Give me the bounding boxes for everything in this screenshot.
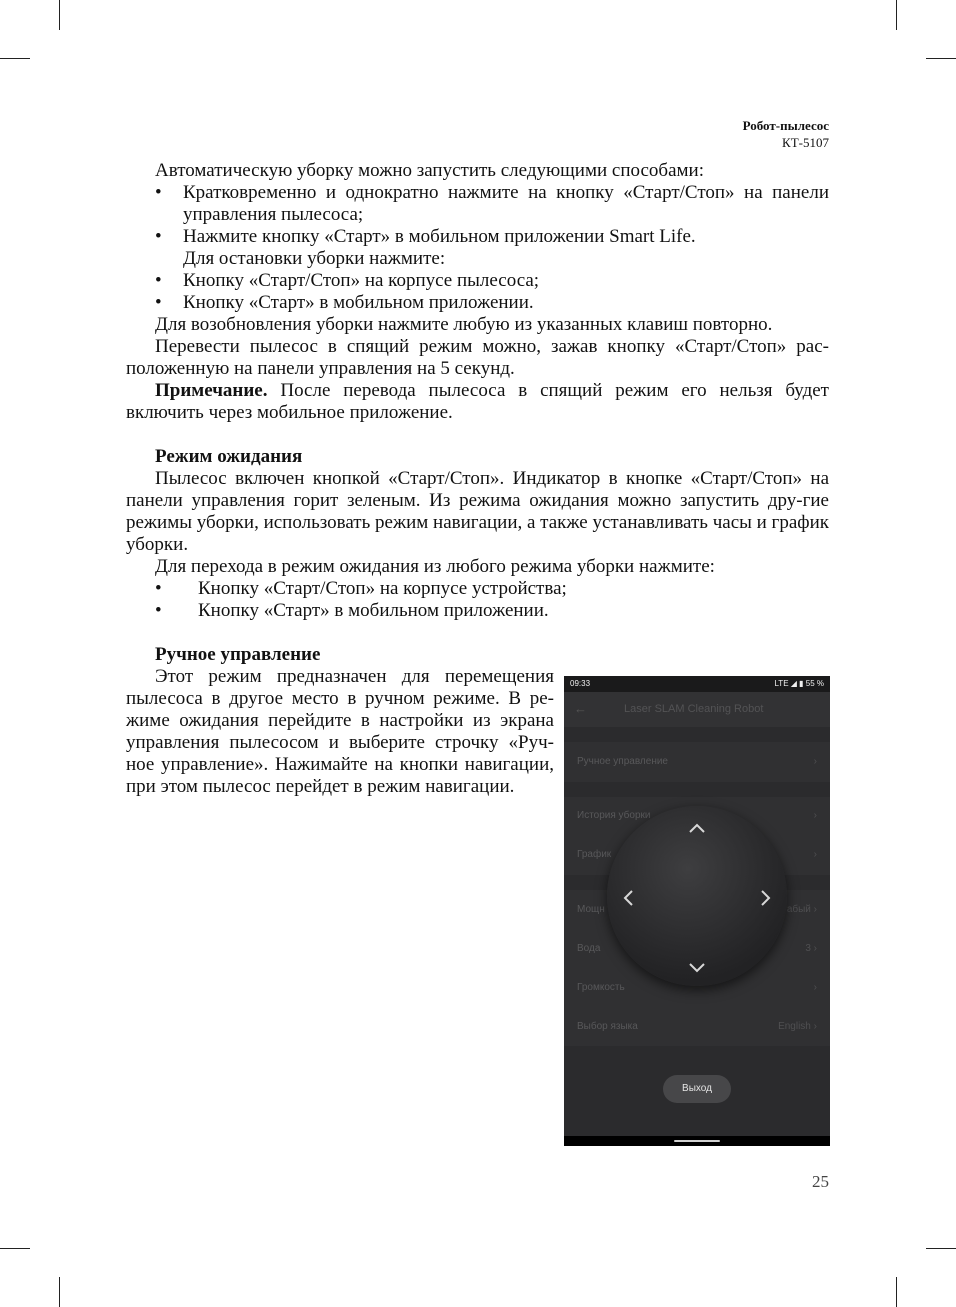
chevron-right-icon: › [813, 849, 817, 860]
status-indicators: LTE ◢ ▮ 55 % [774, 679, 824, 688]
crop-mark [926, 1248, 956, 1249]
resume-paragraph: Для возобновления уборки нажмите любую из указанных клавиш повторно. [155, 314, 773, 335]
crop-mark [896, 1277, 897, 1307]
arrow-right-icon[interactable] [762, 891, 769, 905]
standby-paragraph: Пылесос включен кнопкой «Старт/Стоп». Индикатор в кнопке «Старт/Стоп» на панели управления горит зеленым. Из режима ожидания можно запустить дру-гие режимы уборки, использовать режим навигации, а также устанавливать часы и график уборки. [126, 468, 829, 555]
crop-mark [896, 0, 897, 30]
list-item: • Кнопку «Старт» в мобильном приложении. [155, 292, 534, 313]
list-item: • Кнопку «Старт» в мобильном приложении. [155, 600, 549, 621]
status-bar [564, 676, 830, 692]
chevron-right-icon: › [813, 810, 817, 821]
navigation-joystick[interactable] [607, 806, 787, 986]
list-item: • Кнопку «Старт/Стоп» на корпусе устройства; [155, 578, 567, 599]
header-model: КТ-5107 [782, 135, 829, 150]
chevron-right-icon: › [813, 756, 817, 767]
list-item: • Кнопку «Старт/Стоп» на корпусе пылесоса; [155, 270, 540, 291]
status-time: 09:33 [570, 679, 591, 688]
list-item: • Нажмите кнопку «Старт» в мобильном приложении Smart Life. [155, 226, 696, 247]
note-label: Примечание. [155, 380, 268, 401]
settings-row-power[interactable]: Мощн абый › [577, 904, 817, 915]
chevron-right-icon: › [813, 904, 817, 915]
crop-mark [59, 1277, 60, 1307]
settings-row-volume[interactable]: Громкость › [577, 982, 817, 993]
chevron-right-icon: › [813, 943, 817, 954]
crop-mark [59, 0, 60, 30]
app-title: Laser SLAM Cleaning Robot [624, 703, 764, 715]
header-title: Робот-пылесос [742, 118, 829, 133]
home-indicator[interactable] [674, 1140, 720, 1142]
crop-mark [0, 1248, 30, 1249]
page-number: 25 [812, 1172, 829, 1191]
chevron-right-icon: › [813, 982, 817, 993]
settings-row-manual[interactable]: Ручное управление › [577, 756, 817, 767]
settings-row-schedule[interactable]: График › [577, 849, 817, 860]
intro-paragraph: Автоматическую уборку можно запустить следующими способами: [155, 160, 704, 181]
settings-row-history[interactable]: История уборки › [577, 810, 817, 821]
chevron-right-icon: › [813, 1021, 817, 1032]
note-paragraph: Примечание. После перевода пылесоса в спящий режим его нельзя будет включить через мобильное приложение. [126, 380, 829, 423]
system-nav-bar [564, 1136, 830, 1146]
arrow-up-icon[interactable] [690, 825, 704, 832]
arrow-down-icon[interactable] [690, 964, 704, 971]
list-item: • Кратковременно и однократно нажмите на кнопку «Старт/Стоп» на панели управления пылесоса; [155, 182, 829, 225]
sleep-paragraph: Перевести пылесос в спящий режим можно, зажав кнопку «Старт/Стоп» рас-положенную на панели управления на 5 секунд. [126, 336, 829, 379]
app-bar [564, 692, 830, 727]
exit-button[interactable]: Выход [663, 1075, 731, 1103]
manual-heading: Ручное управление [155, 644, 321, 665]
running-header [743, 117, 829, 151]
manual-paragraph: Этот режим предназначен для перемещения пылесоса в другое место в ручном режиме. В ре-жиме ожидания перейдите в настройки из экрана управления пылесосом и выберите строчку «Руч-ное управление». Нажимайте на кнопки навигации, при этом пылесос перейдет в режим навигации. [126, 666, 554, 797]
standby-heading: Режим ожидания [155, 446, 303, 467]
stop-intro: Для остановки уборки нажмите: [183, 248, 446, 269]
crop-mark [0, 58, 30, 59]
arrow-left-icon[interactable] [625, 891, 632, 905]
settings-row-language[interactable]: Выбор языка English › [577, 1021, 817, 1032]
settings-row-water[interactable]: Вода 3 › [577, 943, 817, 954]
standby-intro: Для перехода в режим ожидания из любого режима уборки нажмите: [155, 556, 715, 577]
crop-mark [926, 58, 956, 59]
back-arrow-icon[interactable]: ← [574, 701, 587, 716]
